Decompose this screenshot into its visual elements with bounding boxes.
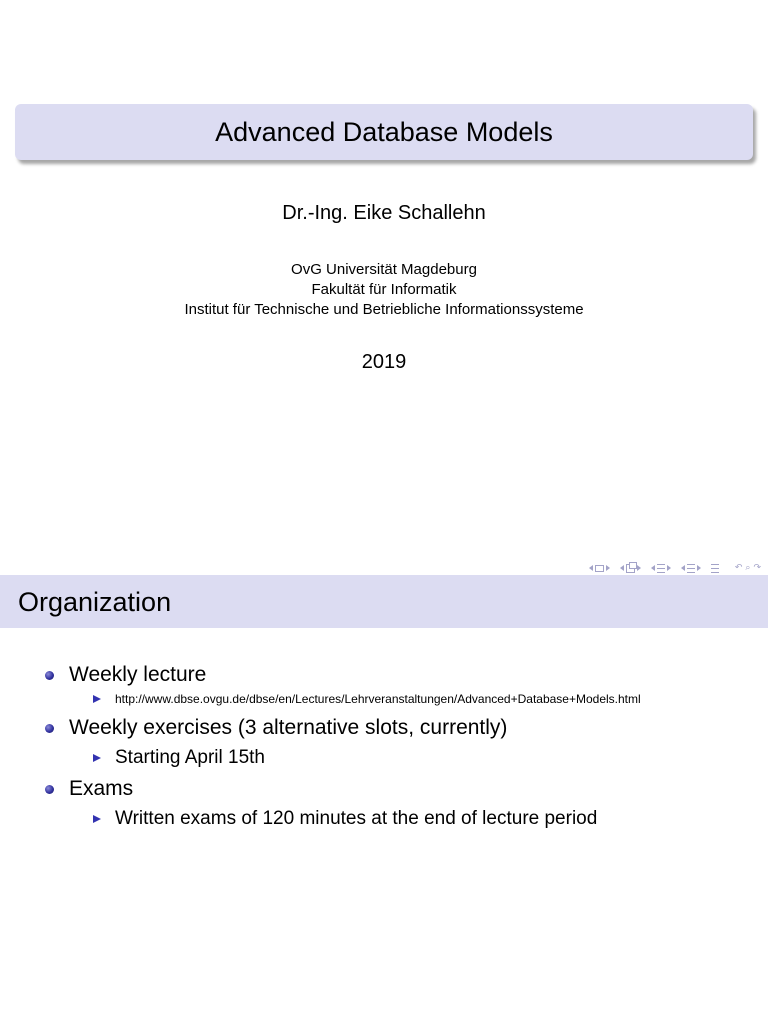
list-item (45, 716, 507, 740)
triangle-bullet-icon (93, 815, 101, 823)
sub-list-item-label: Starting April 15th (115, 747, 265, 768)
list-item (45, 777, 133, 801)
nav-toc-group[interactable] (711, 564, 719, 573)
list-item (45, 663, 206, 687)
redo-icon[interactable]: ↷ (753, 563, 762, 573)
nav-section-group[interactable] (651, 564, 671, 573)
part-icon (687, 564, 695, 573)
nav-subsection-back-icon[interactable] (620, 565, 624, 571)
list-item-label: Weekly lecture (69, 663, 207, 686)
nav-subsection-forward-icon[interactable] (637, 565, 641, 571)
sub-list-item (93, 692, 641, 706)
nav-frame-group[interactable] (589, 565, 610, 572)
subsection-icon (626, 564, 635, 573)
institute-line-faculty: Fakultät für Informatik (311, 281, 457, 298)
nav-part-group[interactable] (681, 564, 701, 573)
list-item-label: Exams (69, 777, 134, 800)
list-item-label: Weekly exercises (3 alternative slots, currently) (69, 716, 508, 739)
sub-list-item (93, 747, 265, 769)
organization-slide (0, 575, 768, 1024)
bullet-icon (45, 724, 54, 733)
institute (0, 260, 768, 320)
bullet-icon (45, 785, 54, 794)
search-icon[interactable]: ⌕ (745, 563, 752, 573)
nav-section-back-icon[interactable] (651, 565, 655, 571)
title-box (15, 104, 753, 160)
author: Dr.-Ing. Eike Schallehn (282, 202, 486, 224)
date: 2019 (361, 351, 407, 373)
lecture-url-link[interactable]: http://www.dbse.ovgu.de/dbse/en/Lectures/Lehrveranstaltungen/Advanced+Database+Models.html (115, 692, 641, 706)
institute-line-institute: Institut für Technische und Betriebliche Informationssysteme (184, 301, 584, 318)
triangle-bullet-icon (93, 754, 101, 762)
sub-list-item-label: Written exams of 120 minutes at the end of lecture period (115, 808, 598, 829)
beamer-navigation-bar (581, 562, 762, 574)
slide-title: Advanced Database Models (215, 116, 553, 147)
frame-title-bar (0, 575, 768, 628)
nav-part-back-icon[interactable] (681, 565, 685, 571)
institute-line-university: OvG Universität Magdeburg (291, 261, 477, 278)
sub-list-item (93, 808, 597, 830)
frame-title: Organization (18, 587, 172, 617)
nav-frame-forward-icon[interactable] (606, 565, 610, 571)
nav-part-forward-icon[interactable] (697, 565, 701, 571)
section-icon (657, 564, 665, 573)
frame-icon (595, 565, 604, 572)
nav-section-forward-icon[interactable] (667, 565, 671, 571)
nav-subsection-group[interactable] (620, 564, 641, 573)
undo-icon[interactable]: ↶ (734, 563, 744, 573)
nav-frame-back-icon[interactable] (589, 565, 593, 571)
triangle-bullet-icon (93, 695, 101, 703)
toc-icon[interactable] (711, 564, 719, 573)
bullet-icon (45, 671, 54, 680)
nav-search-group[interactable] (735, 563, 762, 573)
